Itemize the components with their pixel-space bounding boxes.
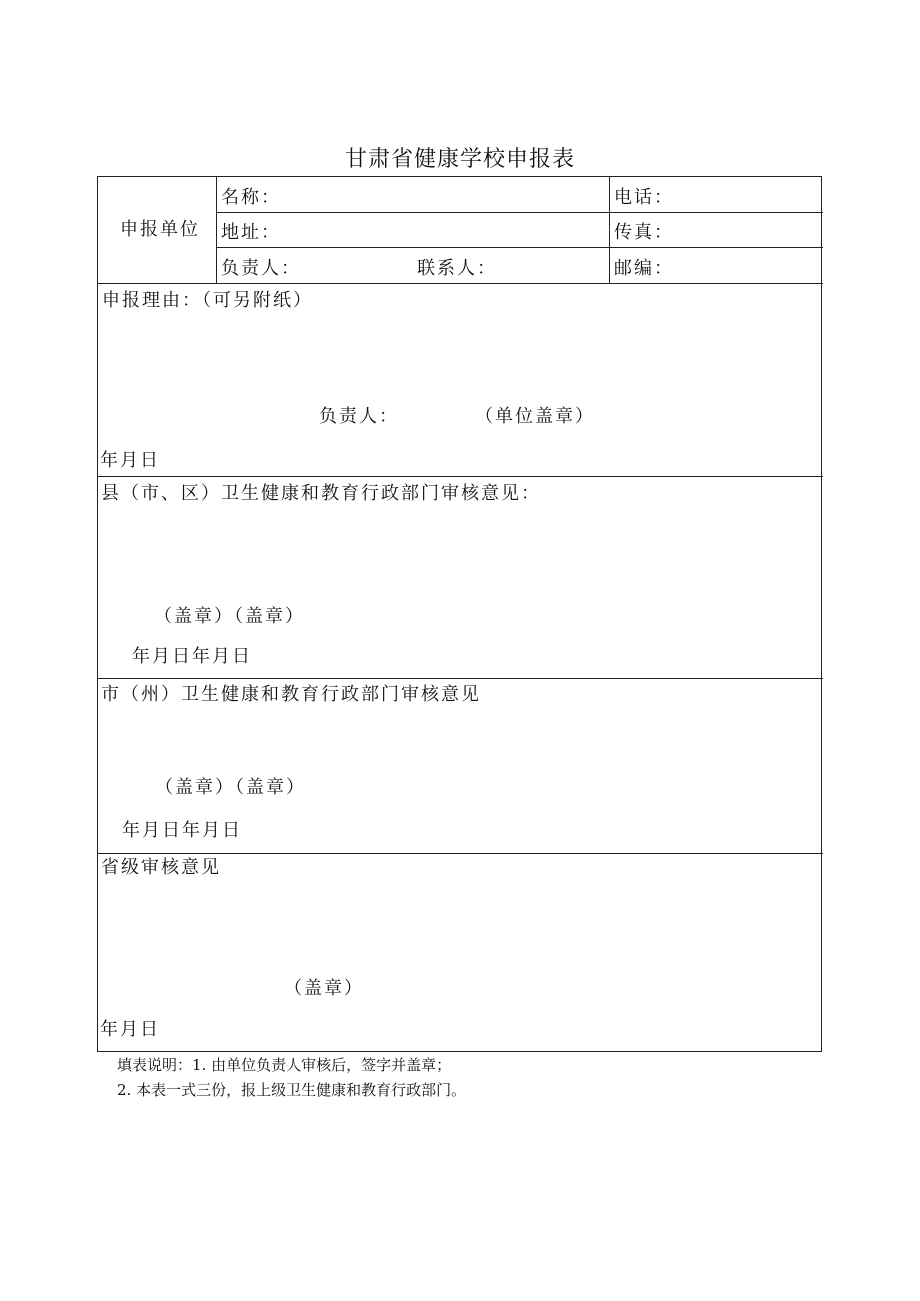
reason-signer-label: 负责人：: [319, 406, 399, 427]
county-dates: 年月日年月日: [132, 646, 252, 667]
contact-field-label: 联系人：: [417, 258, 497, 279]
application-form: [97, 176, 822, 1052]
city-seals: （盖章）（盖章）: [155, 777, 306, 798]
province-review-heading: 省级审核意见: [101, 857, 221, 878]
divider-unit-section: [98, 283, 823, 284]
fax-field-label: 传真：: [614, 222, 674, 243]
page-title: 甘肃省健康学校申报表: [344, 147, 575, 172]
unit-section-label: 申报单位: [120, 219, 200, 240]
postcode-field-label: 邮编：: [614, 258, 674, 279]
divider-city-section: [98, 853, 823, 854]
province-seal: （盖章）: [284, 978, 364, 999]
name-field-label: 名称：: [221, 187, 281, 208]
reason-date: 年月日: [100, 450, 160, 471]
responsible-field-label: 负责人：: [221, 258, 301, 279]
divider-reason-section: [98, 476, 823, 477]
fill-instructions-line-1: 填表说明：1. 由单位负责人审核后，签字并盖章；: [117, 1056, 452, 1074]
divider-label-column: [216, 177, 217, 283]
fill-instructions-line-2: 2. 本表一式三份，报上级卫生健康和教育行政部门。: [117, 1081, 467, 1099]
county-seals: （盖章）（盖章）: [154, 606, 305, 627]
city-review-heading: 市（州）卫生健康和教育行政部门审核意见: [101, 684, 481, 705]
address-field-label: 地址：: [221, 222, 281, 243]
city-dates: 年月日年月日: [122, 820, 242, 841]
divider-address-row: [216, 247, 823, 248]
province-date: 年月日: [100, 1019, 160, 1040]
divider-phone-column: [609, 177, 610, 283]
reason-seal-label: （单位盖章）: [475, 406, 595, 427]
county-review-heading: 县（市、区）卫生健康和教育行政部门审核意见：: [101, 483, 541, 504]
phone-field-label: 电话：: [614, 187, 674, 208]
divider-county-section: [98, 678, 823, 679]
divider-name-row: [216, 212, 823, 213]
reason-heading: 申报理由：（可另附纸）: [102, 290, 313, 311]
